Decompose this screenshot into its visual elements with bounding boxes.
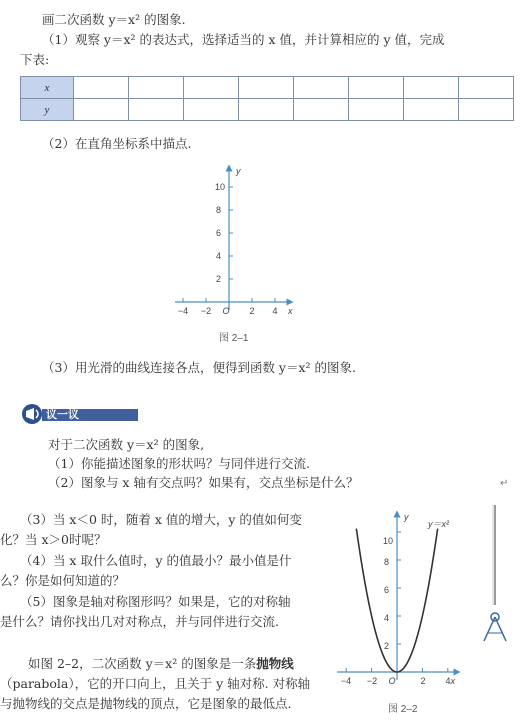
table-cell[interactable] <box>459 77 514 99</box>
graph2-caption: 图 2–2 <box>388 704 418 715</box>
graph1-ytick: 4 <box>215 251 221 261</box>
graph2-y-label: y <box>404 512 409 522</box>
table-cell[interactable] <box>239 99 294 121</box>
graph2-ytick: 2 <box>383 641 389 651</box>
part1-text-line1: （1）观察 y＝x² 的表达式，选择适当的 x 值，并计算相应的 y 值，完成 <box>42 32 445 47</box>
graph1-xtick: −4 <box>177 306 189 316</box>
graph2-xtick: −2 <box>366 676 378 686</box>
part1-text-line2: 下表: <box>20 52 50 67</box>
question-5-line1: （5）图象是轴对称图形吗？如果是，它的对称轴 <box>20 594 291 609</box>
table-cell[interactable] <box>294 77 349 99</box>
table-cell[interactable] <box>294 99 349 121</box>
part3-text: （3）用光滑的曲线连接各点，便得到函数 y＝x² 的图象. <box>42 360 356 375</box>
table-cell[interactable] <box>239 77 294 99</box>
part2-text: （2）在直角坐标系中描点. <box>42 136 192 151</box>
question-4-line1: （4）当 x 取什么值时，y 的值最小？最小值是什 <box>20 553 292 568</box>
table-cell[interactable] <box>184 77 239 99</box>
table-cell[interactable] <box>74 77 129 99</box>
question-4-line2: 么？你是如何知道的？ <box>0 573 126 588</box>
graph1-x-label: x <box>288 306 293 316</box>
table-header-y: y <box>21 99 74 121</box>
table-cell[interactable] <box>349 99 404 121</box>
graph1-xtick: 2 <box>249 306 255 316</box>
graph2-xtick: −4 <box>340 676 352 686</box>
graph2-ytick: 4 <box>383 613 389 623</box>
question-5-line2: 是什么？请你找出几对对称点，并与同伴进行交流. <box>0 614 279 629</box>
graph1-xtick: 4 <box>272 306 278 316</box>
question-1: （1）你能描述图象的形状吗？与同伴进行交流. <box>48 456 310 471</box>
graph2-xtick: 2 <box>420 676 426 686</box>
compass-icon <box>478 505 512 645</box>
table-cell[interactable] <box>74 99 129 121</box>
graph2-ytick: 6 <box>383 585 389 595</box>
return-mark-icon: ↵ <box>500 478 509 489</box>
graph1-xtick: −2 <box>200 306 212 316</box>
table-cell[interactable] <box>459 99 514 121</box>
question-2: （2）图象与 x 轴有交点吗？如果有，交点坐标是什么？ <box>48 475 359 490</box>
graph1-ytick: 10 <box>214 182 225 192</box>
graph1-origin: O <box>222 306 230 316</box>
table-cell[interactable] <box>129 77 184 99</box>
graph1-caption: 图 2–1 <box>219 333 249 344</box>
conclusion-line2: （parabola），它的开口向上，且关于 y 轴对称. 对称轴 <box>0 676 311 691</box>
graph2-parabola-chart <box>332 508 462 694</box>
table-cell[interactable] <box>184 99 239 121</box>
graph2-origin: O <box>388 676 396 686</box>
graph2-ytick: 10 <box>382 536 393 546</box>
graph1-ytick: 2 <box>215 274 221 284</box>
graph1-ytick: 6 <box>215 228 221 238</box>
parabola-term: 抛物线 <box>256 656 294 671</box>
graph1-y-label: y <box>236 166 241 176</box>
question-3-line2: 化？当 x＞0时呢？ <box>0 532 107 547</box>
megaphone-icon <box>20 403 138 425</box>
table-row-y <box>21 99 514 121</box>
discussion-lead: 对于二次函数 y＝x² 的图象, <box>48 437 205 452</box>
discussion-title: 议一议 <box>46 408 79 421</box>
graph2-x-label: x <box>450 676 455 686</box>
graph1-ytick: 8 <box>215 205 221 215</box>
table-header-x: x <box>21 77 74 99</box>
graph1-axes <box>170 160 300 320</box>
table-cell[interactable] <box>404 99 459 121</box>
graph2-curve-label: y＝x² <box>428 519 449 529</box>
intro-text: 画二次函数 y＝x² 的图象. <box>42 12 186 27</box>
conclusion-text: 如图 2–2，二次函数 y＝x² 的图象是一条 <box>28 656 257 671</box>
table-row-x <box>21 77 514 99</box>
graph2-xtick: 4 <box>445 676 451 686</box>
table-cell[interactable] <box>349 77 404 99</box>
table-cell[interactable] <box>404 77 459 99</box>
values-table <box>20 76 514 121</box>
graph2-ytick: 8 <box>383 557 389 567</box>
conclusion-line1 <box>28 656 294 672</box>
conclusion-line3: 与抛物线的交点是抛物线的顶点，它是图象的最低点. <box>0 696 292 711</box>
table-cell[interactable] <box>129 99 184 121</box>
question-3-line1: （3）当 x＜0 时，随着 x 值的增大，y 的值如何变 <box>20 512 302 527</box>
discussion-banner <box>20 403 138 425</box>
